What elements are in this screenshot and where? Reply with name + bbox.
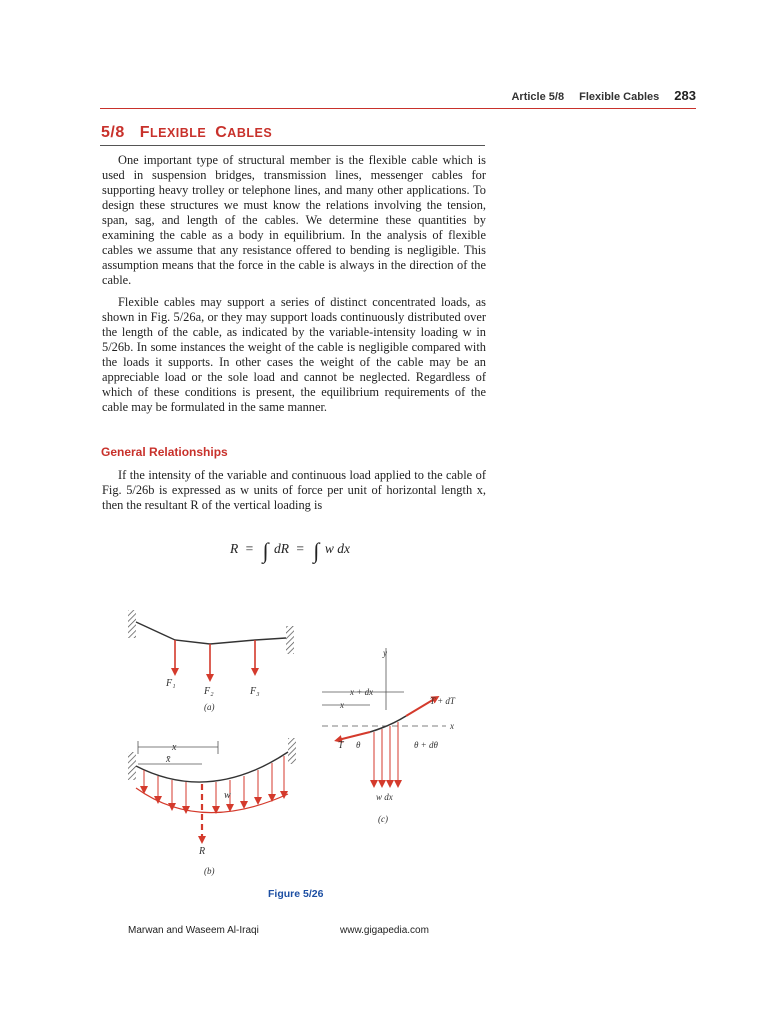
header-topic: Flexible Cables bbox=[579, 91, 660, 103]
figure-part-c bbox=[322, 648, 456, 824]
label-part-a: (a) bbox=[204, 702, 215, 712]
load-envelope-b bbox=[136, 788, 288, 813]
label-x-plus-dx: x + dx bbox=[350, 687, 374, 697]
label-f3: F₃ bbox=[250, 686, 260, 697]
figure-drawing bbox=[100, 598, 520, 898]
element-load-arrows bbox=[374, 722, 398, 784]
label-t: T bbox=[338, 740, 344, 751]
equation-resultant bbox=[230, 538, 350, 564]
eq-equals-2: = bbox=[296, 541, 305, 556]
figure-caption: Figure 5/26 bbox=[268, 888, 324, 900]
eq-equals-1: = bbox=[245, 541, 254, 556]
eq-term-wdx: w dx bbox=[324, 541, 350, 556]
label-f1: F₁ bbox=[166, 678, 176, 689]
section-number: 5/8 bbox=[101, 124, 125, 141]
integral-sign-2: ∫ bbox=[313, 538, 320, 563]
cable-a bbox=[136, 622, 286, 644]
support-right-b bbox=[288, 738, 296, 764]
label-theta-plus-dtheta: θ + dθ bbox=[414, 740, 438, 750]
label-y: y bbox=[383, 648, 387, 658]
label-part-c: (c) bbox=[378, 814, 388, 824]
label-x-c: x bbox=[340, 700, 344, 710]
running-header-text bbox=[511, 88, 696, 103]
figure-5-26 bbox=[100, 598, 520, 898]
header-article: Article 5/8 bbox=[511, 91, 565, 103]
paragraph-loads: Flexible cables may support a series of distinct concentrated loads, as shown in Fig. 5/26a, or they may support loads continuously distributed over the length of the cable, as indicated by the variable-intensity loading w in 5/26b. In some instances the weight of the cable is negligible compared with the loads it supports. In other cases the weight of the cable may be an appreciable load or the sole load and cannot be neglected. Regardless of which of these conditions is present, the equilibrium requirements of the cable may be formulated in the same manner. bbox=[102, 295, 486, 415]
support-left-a bbox=[128, 610, 136, 638]
label-f2: F₂ bbox=[204, 686, 214, 697]
label-w-dx: w dx bbox=[376, 792, 393, 802]
subheading-general-relationships: General Relationships bbox=[101, 445, 228, 459]
section-title bbox=[101, 124, 272, 142]
eq-term-dR: dR bbox=[274, 541, 290, 556]
label-w: w bbox=[224, 790, 231, 801]
footer-credit: Marwan and Waseem Al-Iraqi bbox=[128, 925, 259, 936]
support-left-b bbox=[128, 752, 136, 780]
figure-part-a bbox=[128, 610, 294, 712]
label-theta: θ bbox=[356, 740, 361, 750]
label-x-axis: x bbox=[450, 721, 454, 731]
figure-part-b bbox=[128, 738, 296, 876]
cable-element bbox=[370, 716, 406, 732]
paragraph-intro: One important type of structural member is the flexible cable which is used in suspension bridges, transmission lines, messenger cables for supporting heavy trolley or telephone lines, and many other applications. To design these structures we must know the relations involving the tension, span, sag, and length of the cables. We determine these quantities by examining the cable as a body in equilibrium. In the analysis of flexible cables we assume that any resistance offered to bending is negligible. This assumption means that the force in the cable is always in the direction of the cable. bbox=[102, 153, 486, 288]
footer-url: www.gigapedia.com bbox=[340, 925, 429, 936]
label-r: R bbox=[199, 846, 206, 857]
running-header bbox=[100, 84, 696, 109]
label-part-b: (b) bbox=[204, 866, 215, 876]
section-title-word-1: FLEXIBLE bbox=[139, 124, 207, 141]
label-x-b: x bbox=[172, 742, 177, 753]
support-right-a bbox=[286, 626, 294, 654]
label-t-plus-dt: T + dT bbox=[430, 696, 455, 706]
tension-t-arrow bbox=[338, 732, 370, 740]
label-xbar: x̄ bbox=[166, 754, 171, 765]
eq-lhs: R bbox=[230, 541, 239, 556]
integral-sign-1: ∫ bbox=[262, 538, 269, 563]
page-number: 283 bbox=[674, 88, 696, 103]
paragraph-resultant: If the intensity of the variable and continuous load applied to the cable of Fig. 5/26b is expressed as w units of force per unit of horizontal length x, then the resultant R of the vertical loading is bbox=[102, 468, 486, 513]
section-rule bbox=[100, 145, 485, 146]
section-title-word-2: CABLES bbox=[215, 124, 273, 141]
cable-b bbox=[136, 752, 288, 782]
